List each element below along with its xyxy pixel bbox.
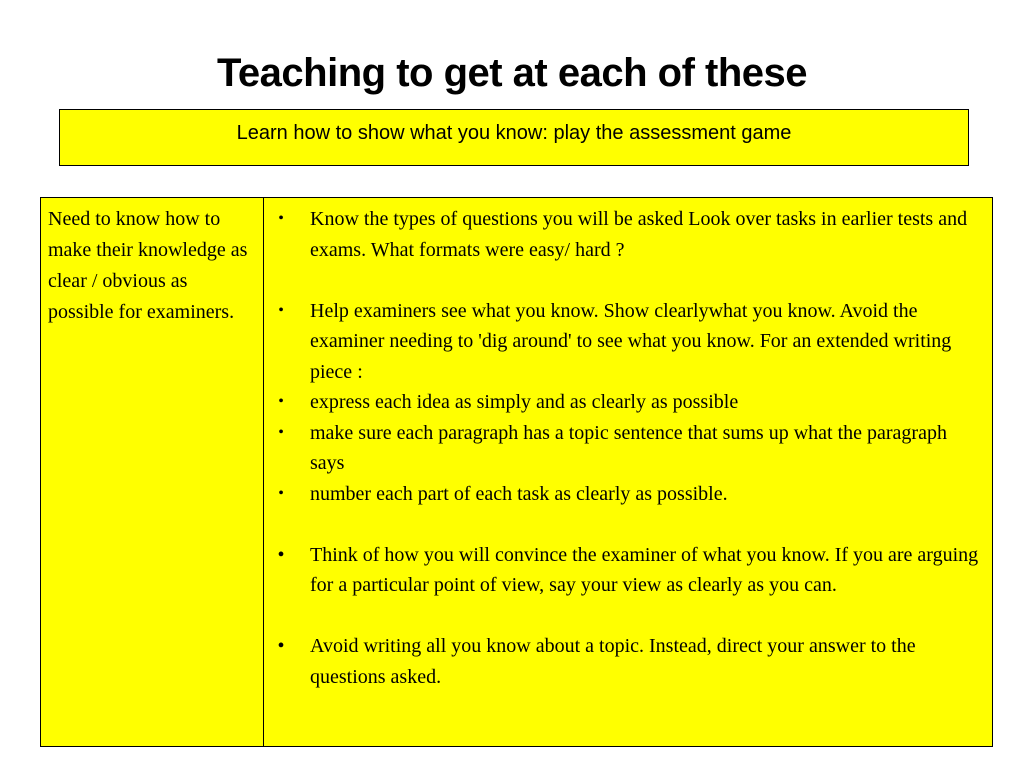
list-item: [264, 479, 986, 510]
list-item: [264, 418, 986, 479]
bullet-icon: •: [278, 393, 284, 410]
list-item: [264, 296, 986, 388]
bullet-icon: •: [278, 484, 284, 502]
subtitle-box: [59, 109, 969, 166]
list-item: [264, 540, 986, 601]
bullet-icon: •: [278, 210, 284, 227]
list-item-text: make sure each paragraph has a topic sentence that sums up what the paragraph says: [310, 421, 947, 474]
bullet-icon: •: [278, 301, 284, 319]
bullet-icon: •: [278, 423, 284, 441]
list-item-text: number each part of each task as clearly as possible.: [310, 482, 728, 505]
list-item-text: express each idea as simply and as clearly as possible: [310, 391, 739, 413]
bullet-icon: •: [277, 635, 285, 657]
list-item-text: Know the types of questions you will be asked Look over tasks in earlier tests and exams. What formats were easy/ hard ?: [310, 208, 968, 261]
spacer: [264, 265, 986, 296]
list-item-text: Help examiners see what you know. Show clearlywhat you know. Avoid the examiner needing to 'dig around' to see what you know. For an extended writing piece :: [310, 299, 952, 383]
spacer: [264, 601, 986, 632]
subtitle-text: Learn how to show what you know: play the assessment game: [236, 122, 792, 144]
bullet-list: [264, 204, 986, 692]
list-item: [264, 387, 986, 418]
list-item: [264, 631, 986, 692]
right-cell: [264, 198, 992, 746]
list-item-text: Avoid writing all you know about a topic. Instead, direct your answer to the questions asked.: [310, 635, 916, 688]
spacer: [264, 509, 986, 540]
content-table: [40, 197, 993, 747]
slide-title: Teaching to get at each of these: [216, 51, 808, 95]
list-item-text: Think of how you will convince the examiner of what you know. If you are arguing for a particular point of view, say your view as clearly as you can.: [310, 543, 979, 596]
bullet-icon: •: [277, 543, 285, 566]
list-item: [264, 204, 986, 265]
left-cell: Need to know how to make their knowledge as clear / obvious as possible for examiners.: [41, 198, 264, 746]
